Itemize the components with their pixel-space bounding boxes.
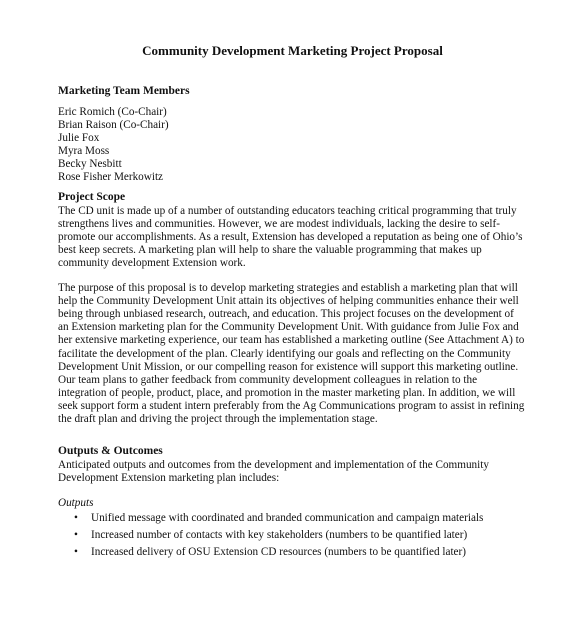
outputs-bullet-list — [58, 510, 538, 561]
team-member: Brian Raison (Co-Chair) — [58, 118, 169, 131]
paragraph-line: an Extension marketing plan for the Community Development Unit. With guidance from Julie Fox and — [58, 321, 519, 334]
paragraph-line: her extensive marketing experience, our team has established a marketing outline (See Attachment A) to — [58, 334, 525, 347]
team-member: Julie Fox — [58, 131, 100, 144]
scope-heading: Project Scope — [58, 191, 126, 204]
list-item — [58, 544, 538, 561]
list-item — [58, 510, 538, 527]
team-member: Rose Fisher Merkowitz — [58, 170, 164, 183]
list-item-text: Increased number of contacts with key stakeholders (numbers to be quantified later) — [91, 528, 468, 541]
paragraph-line: Our team plans to gather feedback from community development colleagues in relation to the — [58, 373, 478, 386]
document-body — [58, 85, 538, 561]
paragraph-line: seek support form a student intern preferably from the Ag Communications program to assist in refining — [58, 399, 525, 412]
paragraph-line: best keep secrets. A marketing plan will help to share the valuable programming that makes up — [58, 243, 482, 256]
paragraph-line: integration of people, product, place, and promotion in the master marketing plan. In addition, we will — [58, 386, 516, 399]
paragraph-line: Development Unit Mission, or our compelling reason for existence will support this marketing outline. — [58, 360, 519, 373]
paragraph-line: facilitate the development of the plan. Clearly identifying our goals and reflecting on the Community — [58, 347, 511, 360]
bullet-icon: • — [74, 528, 78, 541]
team-member: Becky Nesbitt — [58, 157, 122, 170]
list-item-text: Unified message with coordinated and branded communication and campaign materials — [91, 511, 484, 524]
paragraph-line: strengthens lives and communities. However, we are modest individuals, lacking the desire to self- — [58, 217, 500, 230]
paragraph-line: The CD unit is made up of a number of outstanding educators teaching critical programming that truly — [58, 204, 517, 217]
paragraph-line: the draft plan and driving the project through the implementation stage. — [58, 412, 378, 425]
scope-paragraph-1 — [58, 205, 538, 270]
paragraph-line: promote our accomplishments. As a result, Extension has developed a reputation as being one of Ohio’s — [58, 230, 523, 243]
team-heading: Marketing Team Members — [58, 85, 190, 97]
document-title: Community Development Marketing Project Proposal — [142, 43, 443, 58]
bullet-icon: • — [74, 511, 78, 524]
paragraph-line: community development Extension work. — [58, 256, 246, 269]
team-member: Myra Moss — [58, 144, 110, 157]
paragraph-line: Anticipated outputs and outcomes from the development and implementation of the Community — [58, 458, 489, 471]
paragraph-line: The purpose of this proposal is to develop marketing strategies and establish a marketing plan that will — [58, 282, 518, 295]
outputs-subheading: Outputs — [58, 496, 94, 509]
paragraph-line: help the Community Development Unit attain its objectives of helping communities enhance their well — [58, 295, 519, 308]
list-item — [58, 527, 538, 544]
team-member-list — [58, 106, 538, 185]
outputs-heading: Outputs & Outcomes — [58, 445, 163, 458]
list-item-text: Increased delivery of OSU Extension CD resources (numbers to be quantified later) — [91, 545, 466, 558]
team-member: Eric Romich (Co-Chair) — [58, 105, 167, 118]
bullet-icon: • — [74, 545, 78, 558]
outputs-intro — [58, 459, 538, 485]
scope-paragraph-2 — [58, 282, 538, 426]
paragraph-line: being through unbiased research, outreach, and education. This project focuses on the development of — [58, 308, 514, 321]
paragraph-line: Development Extension marketing plan includes: — [58, 471, 280, 484]
